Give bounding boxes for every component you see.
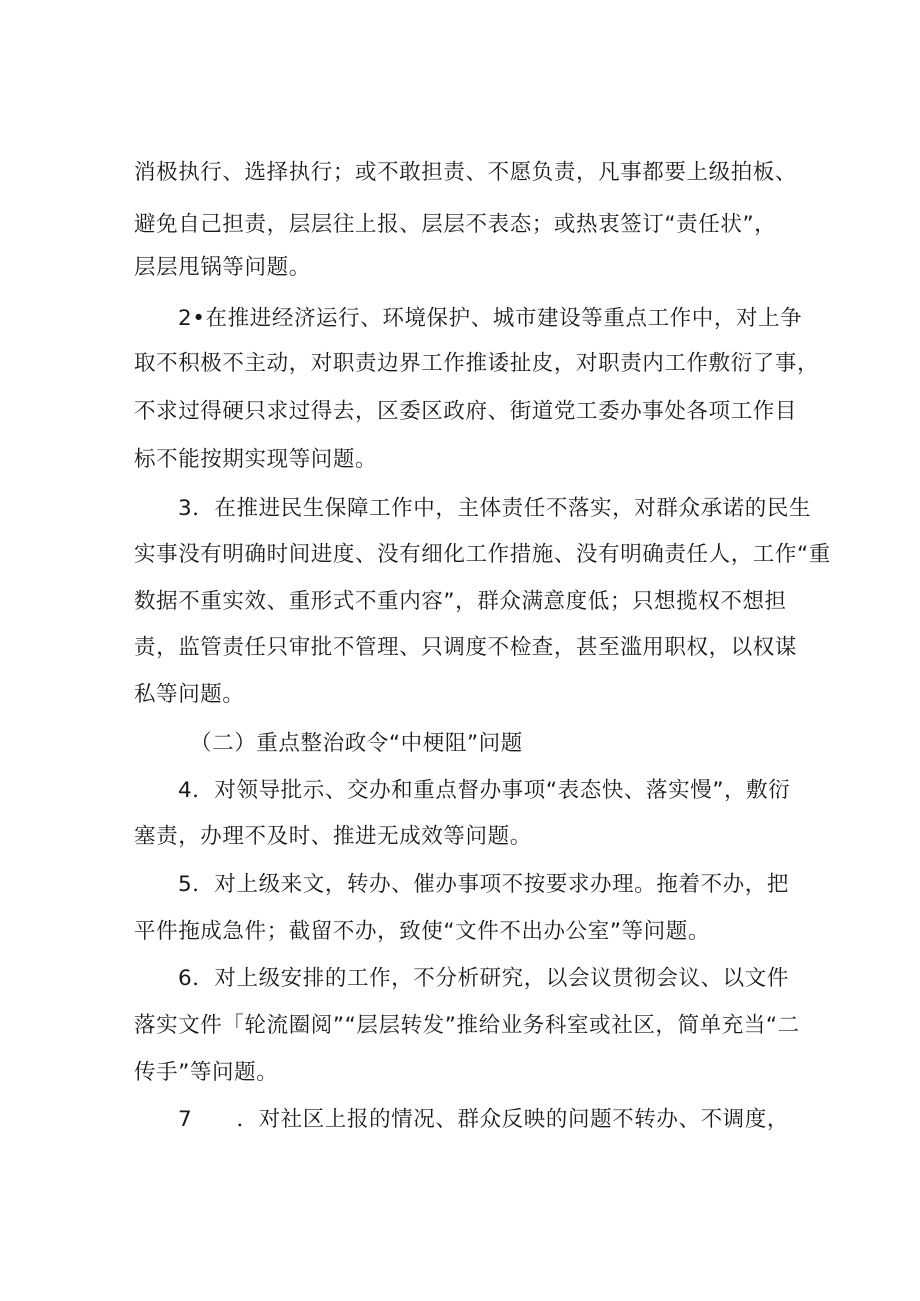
text-line: 层层甩锅等问题。 xyxy=(134,255,311,280)
text-line: 取不积极不主动，对职责边界工作推诿扯皮，对职责内工作敷衍了事， xyxy=(134,351,820,376)
text-line: 私等问题。 xyxy=(134,682,245,707)
section-heading: （二）重点整治政令“中梗阻”问题 xyxy=(190,731,523,756)
text-line: 5．对上级来文，转办、催办事项不按要求办理。拖着不办，把 xyxy=(178,872,789,897)
text-line: 7 ．对社区上报的情况、群众反映的问题不转办、不调度， xyxy=(178,1107,789,1132)
text-line: 落实文件「轮流圈阅”“层层转发”推给业务科室或社区，简单充当“二 xyxy=(134,1013,800,1038)
text-line: 4．对领导批示、交办和重点督办事项“表态快、落实慢”，敷衍 xyxy=(178,778,791,803)
text-line: 平件拖成急件；截留不办，致使“文件不出办公室”等问题。 xyxy=(134,919,710,944)
text-line: 数据不重实效、重形式不重内容”，群众满意度低；只想揽权不想担 xyxy=(134,589,787,614)
text-line: 6．对上级安排的工作，不分析研究，以会议贯彻会议、以文件 xyxy=(178,966,789,991)
text-line: 消极执行、选择执行；或不敢担责、不愿负责，凡事都要上级拍板、 xyxy=(134,160,798,185)
text-line: 传手”等问题。 xyxy=(134,1060,279,1085)
text-line: 塞责，办理不及时、推进无成效等问题。 xyxy=(134,824,532,849)
text-line: 不求过得硬只求过得去，区委区政府、街道党工委办事处各项工作目 xyxy=(134,399,798,424)
text-line: 责，监管责任只审批不管理、只调度不检查，甚至滥用职权，以权谋 xyxy=(134,635,798,660)
text-line: 3．在推进民生保障工作中，主体责任不落实，对群众承诺的民生 xyxy=(178,496,812,521)
text-line: 2•在推进经济运行、环境保护、城市建设等重点工作中，对上争 xyxy=(178,306,803,331)
text-line: 避免自己担责，层层往上报、层层不表态；或热衷签订“责任状”， xyxy=(134,212,777,237)
text-line: 实事没有明确时间进度、没有细化工作措施、没有明确责任人，工作“重 xyxy=(134,542,831,567)
text-line: 标不能按期实现等问题。 xyxy=(134,447,378,472)
